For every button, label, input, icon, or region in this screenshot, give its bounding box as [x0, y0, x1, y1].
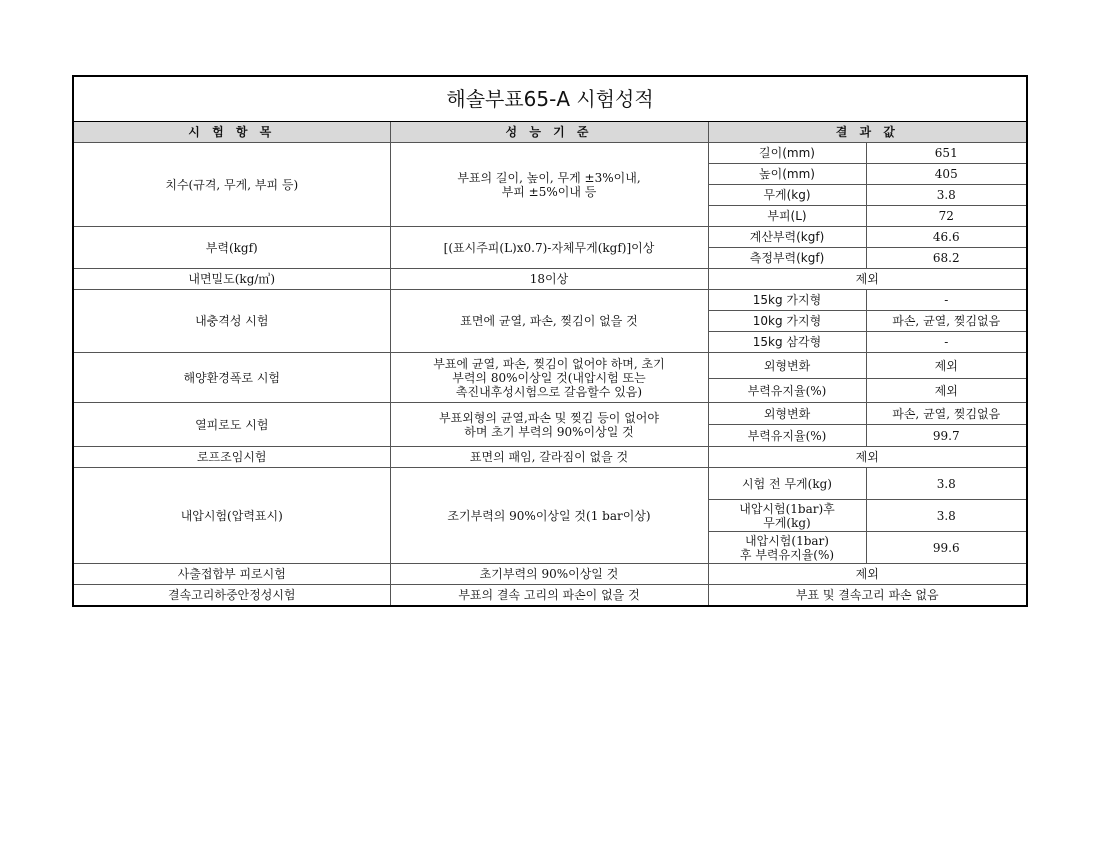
sub-label: 외형변화 — [708, 353, 866, 379]
header-standard: 성 능 기 준 — [390, 122, 708, 143]
item-density: 내면밀도(kg/㎥) — [73, 269, 390, 290]
sub-label: 무게(kg) — [708, 185, 866, 206]
table-row — [73, 447, 1027, 468]
sub-label: 계산부력(kgf) — [708, 227, 866, 248]
item-rope: 로프조임시험 — [73, 447, 390, 468]
result-rope: 제외 — [708, 447, 1027, 468]
sub-label: 부력유지율(%) — [708, 425, 866, 447]
sub-label: 15kg 가지형 — [708, 290, 866, 311]
sub-value: 405 — [866, 164, 1027, 185]
item-injection: 사출접합부 피로시험 — [73, 564, 390, 585]
standard-injection: 초기부력의 90%이상일 것 — [390, 564, 708, 585]
sub-value: 제외 — [866, 353, 1027, 379]
test-results-table — [72, 75, 1028, 607]
standard-dimension: 부표의 길이, 높이, 무게 ±3%이내, 부피 ±5%이내 등 — [390, 143, 708, 227]
table-row — [73, 564, 1027, 585]
table-row — [73, 468, 1027, 500]
sub-value: 46.6 — [866, 227, 1027, 248]
sub-value: 제외 — [866, 379, 1027, 403]
table-row — [73, 290, 1027, 311]
item-dimension: 치수(규격, 무게, 부피 등) — [73, 143, 390, 227]
sub-label: 길이(mm) — [708, 143, 866, 164]
sub-label: 측정부력(kgf) — [708, 248, 866, 269]
sub-value: 99.6 — [866, 532, 1027, 564]
sub-value: 3.8 — [866, 185, 1027, 206]
standard-marine: 부표에 균열, 파손, 찢김이 없어야 하며, 초기 부력의 80%이상일 것(내압시험 또는 촉진내후성시험으로 갈음할수 있음) — [390, 353, 708, 403]
table-row — [73, 227, 1027, 248]
sub-label: 외형변화 — [708, 403, 866, 425]
item-buoyancy: 부력(kgf) — [73, 227, 390, 269]
table-row — [73, 585, 1027, 607]
table-row — [73, 353, 1027, 379]
standard-heat: 부표외형의 균열,파손 및 찢김 등이 없어야 하며 초기 부력의 90%이상일 것 — [390, 403, 708, 447]
sub-label: 시험 전 무게(kg) — [708, 468, 866, 500]
standard-density: 18이상 — [390, 269, 708, 290]
sub-label: 부력유지율(%) — [708, 379, 866, 403]
table-row — [73, 269, 1027, 290]
sub-label: 높이(mm) — [708, 164, 866, 185]
standard-fastener: 부표의 결속 고리의 파손이 없을 것 — [390, 585, 708, 607]
sub-value: 99.7 — [866, 425, 1027, 447]
sub-value: 3.8 — [866, 468, 1027, 500]
sub-value: 651 — [866, 143, 1027, 164]
standard-rope: 표면의 패임, 갈라짐이 없을 것 — [390, 447, 708, 468]
sub-value: - — [866, 290, 1027, 311]
sub-label: 부피(L) — [708, 206, 866, 227]
item-fastener: 결속고리하중안정성시험 — [73, 585, 390, 607]
item-marine: 해양환경폭로 시험 — [73, 353, 390, 403]
header-item: 시 험 항 목 — [73, 122, 390, 143]
item-pressure: 내압시험(압력표시) — [73, 468, 390, 564]
item-impact: 내충격성 시험 — [73, 290, 390, 353]
item-heat: 열피로도 시험 — [73, 403, 390, 447]
result-density: 제외 — [708, 269, 1027, 290]
result-injection: 제외 — [708, 564, 1027, 585]
sub-label: 내압시험(1bar) 후 부력유지율(%) — [708, 532, 866, 564]
report-title: 해솔부표65-A 시험성적 — [73, 76, 1027, 122]
standard-buoyancy: [(표시주피(L)x0.7)-자체무게(kgf)]이상 — [390, 227, 708, 269]
sub-label: 15kg 삼각형 — [708, 332, 866, 353]
test-report-sheet — [72, 75, 1026, 607]
sub-value: 72 — [866, 206, 1027, 227]
header-result: 결 과 값 — [708, 122, 1027, 143]
sub-value: 파손, 균열, 찢김없음 — [866, 403, 1027, 425]
standard-impact: 표면에 균열, 파손, 찢김이 없을 것 — [390, 290, 708, 353]
standard-pressure: 조기부력의 90%이상일 것(1 bar이상) — [390, 468, 708, 564]
sub-value: 3.8 — [866, 500, 1027, 532]
table-row — [73, 143, 1027, 164]
sub-value: - — [866, 332, 1027, 353]
sub-label: 10kg 가지형 — [708, 311, 866, 332]
result-fastener: 부표 및 결속고리 파손 없음 — [708, 585, 1027, 607]
table-row — [73, 403, 1027, 425]
sub-value: 파손, 균열, 찢김없음 — [866, 311, 1027, 332]
sub-label: 내압시험(1bar)후 무게(kg) — [708, 500, 866, 532]
sub-value: 68.2 — [866, 248, 1027, 269]
